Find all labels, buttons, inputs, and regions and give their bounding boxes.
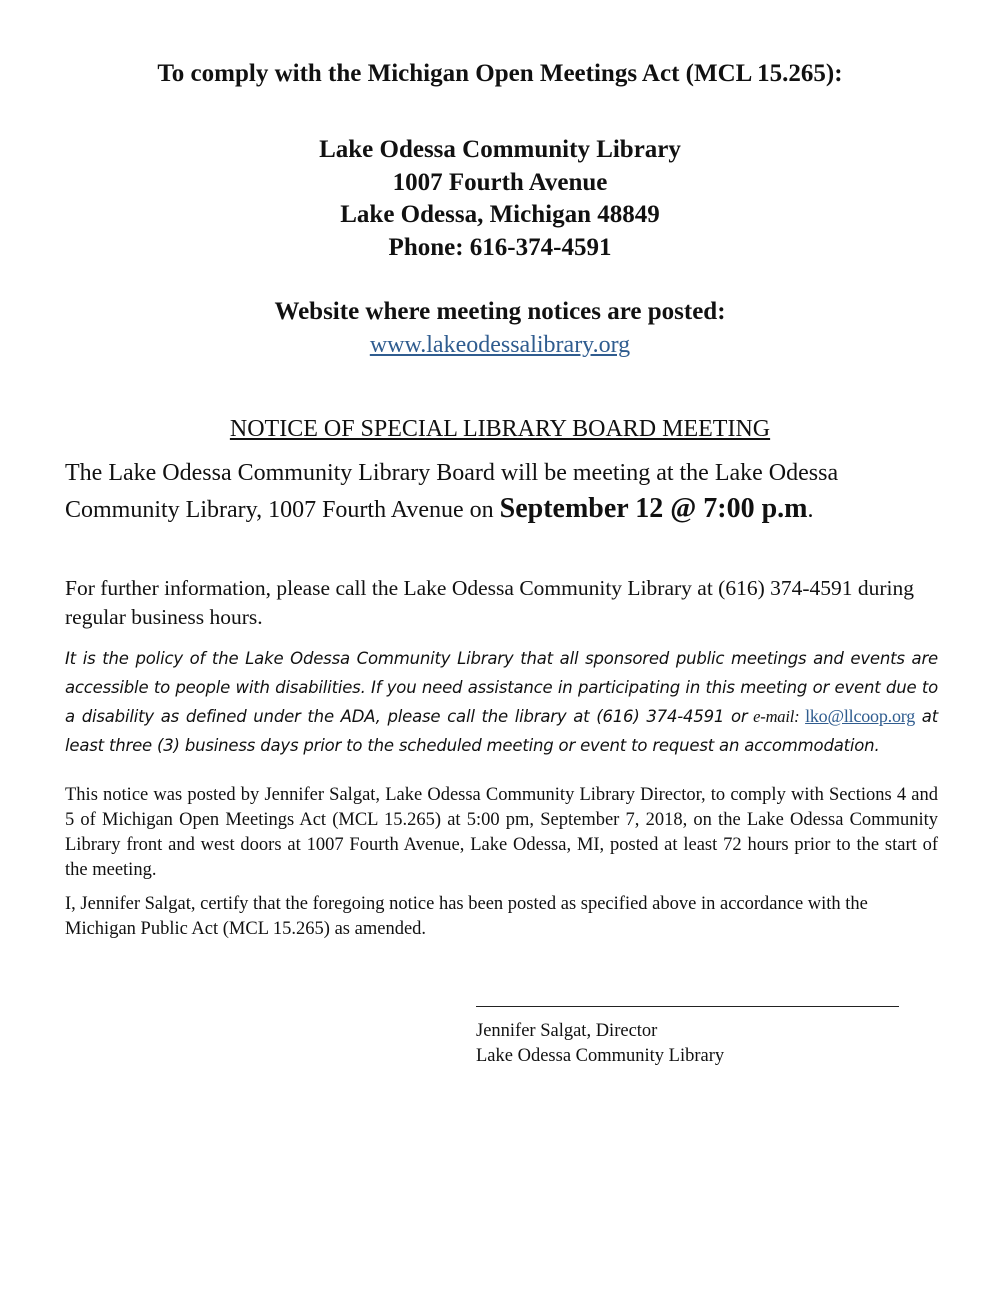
signature-block <box>476 1019 724 1069</box>
meeting-paragraph <box>65 456 945 528</box>
policy-text: It is the policy of the Lake Odessa Community Library that all sponsored public meetings and events are accessible to people with disabilities. If you need assistance in participating in this meeting or event due to a disability as defined under the ADA, please call the library at (616) 374-4591 or <box>65 649 938 726</box>
signature-line <box>476 1006 899 1007</box>
website-link[interactable]: www.lakeodessalibrary.org <box>369 332 631 358</box>
meeting-text: The Lake Odessa Community Library Board will be meeting at the Lake Odessa Community Library, 1007 Fourth Avenue on <box>65 460 839 523</box>
info-paragraph: For further information, please call the Lake Odessa Community Library at (616) 374-4591 during regular business hours. <box>65 576 915 629</box>
posted-paragraph: This notice was posted by Jennifer Salgat, Lake Odessa Community Library Director, to comply with Sections 4 and 5 of Michigan Open Meetings Act (MCL 15.265) at 5:00 pm, September 7, 2018, on the Lake Odessa Community Library front and west doors at 1007 Fourth Avenue, Lake Odessa, MI, posted at least 72 hours prior to the start of the meeting. <box>65 785 938 880</box>
email-link[interactable]: lko@llcoop.org <box>805 706 916 726</box>
library-phone: Phone: 616-374-4591 <box>388 233 612 261</box>
email-label: e-mail: <box>747 707 806 726</box>
website-url-container <box>0 332 1000 359</box>
website-label: Website where meeting notices are posted: <box>274 298 726 325</box>
signature-name: Jennifer Salgat, Director <box>476 1021 658 1041</box>
signature-org: Lake Odessa Community Library <box>476 1046 725 1066</box>
library-address-block <box>0 134 1000 264</box>
policy-paragraph <box>65 645 938 760</box>
library-name: Lake Odessa Community Library <box>319 136 681 163</box>
page-heading: To comply with the Michigan Open Meetings Act (MCL 15.265): <box>157 60 843 87</box>
library-city: Lake Odessa, Michigan 48849 <box>340 201 660 228</box>
meeting-datetime: September 12 @ 7:00 p.m <box>499 493 808 524</box>
meeting-end: . <box>807 497 814 523</box>
notice-title: NOTICE OF SPECIAL LIBRARY BOARD MEETING <box>229 416 771 442</box>
certify-paragraph: I, Jennifer Salgat, certify that the foregoing notice has been posted as specified above in accordance with the Michigan Public Act (MCL 15.265) as amended. <box>65 894 868 939</box>
library-street: 1007 Fourth Avenue <box>392 168 608 196</box>
policy-text-after: at least three (3) business days prior to the scheduled meeting or event to request an accommodation. <box>65 707 938 755</box>
